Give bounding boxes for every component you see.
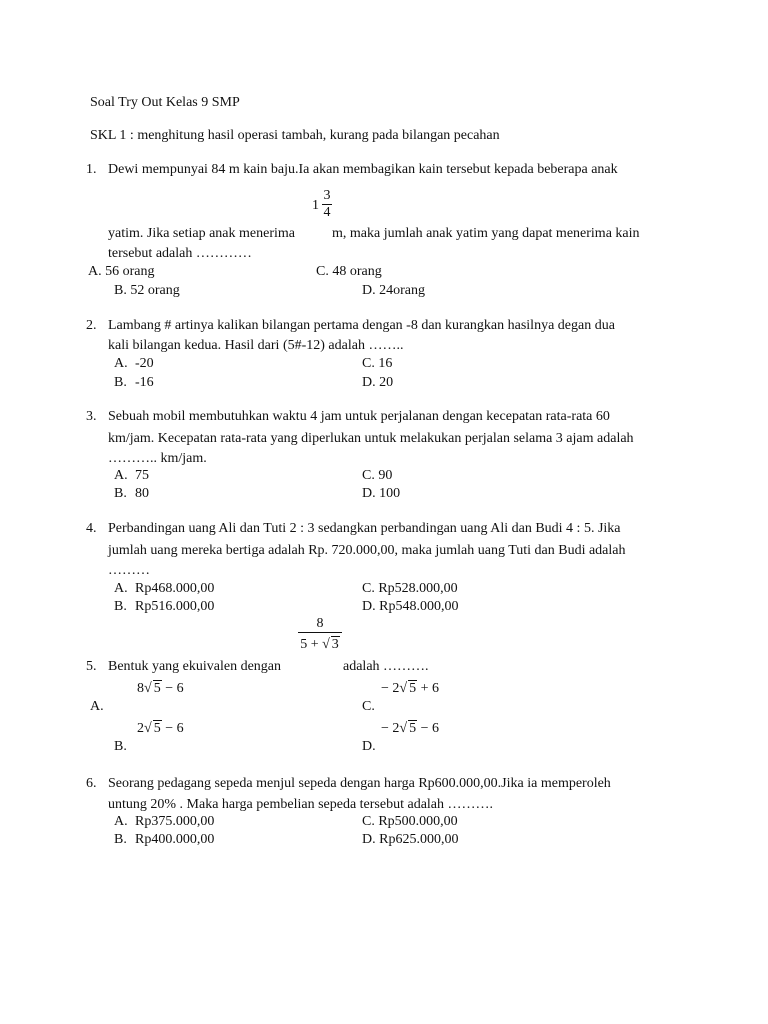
q4-option-a-label: A. bbox=[114, 581, 128, 596]
q1-option-d: D. 24orang bbox=[362, 283, 425, 298]
q5-fraction-numerator: 8 bbox=[316, 616, 324, 631]
doc-title: Soal Try Out Kelas 9 SMP bbox=[90, 95, 240, 110]
q6-option-b-label: B. bbox=[114, 832, 127, 847]
q3-number: 3. bbox=[86, 409, 97, 424]
q2-option-d: D. 20 bbox=[362, 375, 394, 390]
q1-mixed-whole: 1 bbox=[312, 198, 319, 213]
q6-option-d: D. Rp625.000,00 bbox=[362, 832, 459, 847]
q1-option-b: B. 52 orang bbox=[114, 283, 180, 298]
q5-option-d-expr: − 2√ 5 − 6 bbox=[381, 721, 439, 736]
q3-option-d: D. 100 bbox=[362, 486, 401, 501]
q6-number: 6. bbox=[86, 776, 97, 791]
q5-option-a: A. bbox=[90, 699, 104, 714]
q2-line1: Lambang # artinya kalikan bilangan pertama dengan -8 dan kurangkan hasilnya degan dua bbox=[108, 318, 615, 333]
q3-option-c: C. 90 bbox=[362, 468, 393, 483]
q5-option-c: C. bbox=[362, 699, 375, 714]
q4-line2: jumlah uang mereka bertiga adalah Rp. 720.000,00, maka jumlah uang Tuti dan Budi adalah bbox=[108, 543, 626, 558]
q2-option-a-label: A. bbox=[114, 356, 128, 371]
q1-line2b: m, maka jumlah anak yatim yang dapat menerima kain bbox=[332, 226, 640, 241]
q5-number: 5. bbox=[86, 659, 97, 674]
q3-option-a: 75 bbox=[135, 468, 149, 483]
q3-line3: ……….. km/jam. bbox=[108, 451, 207, 466]
q4-option-c: C. Rp528.000,00 bbox=[362, 581, 458, 596]
q1-line1: Dewi mempunyai 84 m kain baju.Ia akan membagikan kain tersebut kepada beberapa anak bbox=[108, 162, 618, 177]
q5-line1b: adalah ………. bbox=[343, 659, 429, 674]
q5-fraction-denominator: 5 + √ 3 bbox=[298, 632, 342, 653]
q5-fraction bbox=[298, 616, 342, 653]
q3-option-b: 80 bbox=[135, 486, 149, 501]
q1-mixed-fraction bbox=[312, 188, 336, 224]
q6-option-c: C. Rp500.000,00 bbox=[362, 814, 458, 829]
q4-line3: ……… bbox=[108, 563, 150, 578]
q1-line2a: yatim. Jika setiap anak menerima bbox=[108, 226, 295, 241]
q6-option-a: Rp375.000,00 bbox=[135, 814, 215, 829]
q5-fraction-root: 3 bbox=[331, 637, 339, 652]
q4-option-b: Rp516.000,00 bbox=[135, 599, 215, 614]
q6-option-a-label: A. bbox=[114, 814, 128, 829]
q5-option-a-expr: 8√ 5 − 6 bbox=[137, 681, 184, 696]
q4-option-b-label: B. bbox=[114, 599, 127, 614]
q4-line1: Perbandingan uang Ali dan Tuti 2 : 3 sedangkan perbandingan uang Ali dan Budi 4 : 5. Jika bbox=[108, 521, 621, 536]
q3-line2: km/jam. Kecepatan rata-rata yang diperlukan untuk melakukan perjalan selama 3 ajam adalah bbox=[108, 431, 634, 446]
q1-option-a: A. 56 orang bbox=[88, 264, 155, 279]
q1-number: 1. bbox=[86, 162, 97, 177]
q5-option-b-expr: 2√ 5 − 6 bbox=[137, 721, 184, 736]
q3-option-b-label: B. bbox=[114, 486, 127, 501]
q2-option-b: -16 bbox=[135, 375, 154, 390]
q2-option-a: -20 bbox=[135, 356, 154, 371]
q5-line1a: Bentuk yang ekuivalen dengan bbox=[108, 659, 282, 674]
q1-mixed-num: 3 bbox=[323, 188, 331, 203]
q2-line2: kali bilangan kedua. Hasil dari (5#-12) adalah …….. bbox=[108, 338, 404, 353]
q4-option-a: Rp468.000,00 bbox=[135, 581, 215, 596]
q4-number: 4. bbox=[86, 521, 97, 536]
q1-line3: tersebut adalah ………… bbox=[108, 246, 252, 261]
q5-option-b: B. bbox=[114, 739, 127, 754]
q1-mixed-frac bbox=[322, 188, 332, 221]
skl-heading: SKL 1 : menghitung hasil operasi tambah, kurang pada bilangan pecahan bbox=[90, 128, 500, 143]
q6-option-b: Rp400.000,00 bbox=[135, 832, 215, 847]
q6-line1: Seorang pedagang sepeda menjul sepeda dengan harga Rp600.000,00.Jika ia memperoleh bbox=[108, 776, 611, 791]
q3-line1: Sebuah mobil membutuhkan waktu 4 jam untuk perjalanan dengan kecepatan rata-rata 60 bbox=[108, 409, 610, 424]
q2-option-b-label: B. bbox=[114, 375, 127, 390]
q2-number: 2. bbox=[86, 318, 97, 333]
q1-mixed-den: 4 bbox=[323, 205, 331, 220]
q5-option-c-expr: − 2√ 5 + 6 bbox=[381, 681, 439, 696]
q2-option-c: C. 16 bbox=[362, 356, 393, 371]
q4-option-d: D. Rp548.000,00 bbox=[362, 599, 459, 614]
q5-option-d: D. bbox=[362, 739, 376, 754]
q3-option-a-label: A. bbox=[114, 468, 128, 483]
q1-option-c: C. 48 orang bbox=[316, 264, 382, 279]
q6-line2: untung 20% . Maka harga pembelian sepeda tersebut adalah ………. bbox=[108, 797, 494, 812]
